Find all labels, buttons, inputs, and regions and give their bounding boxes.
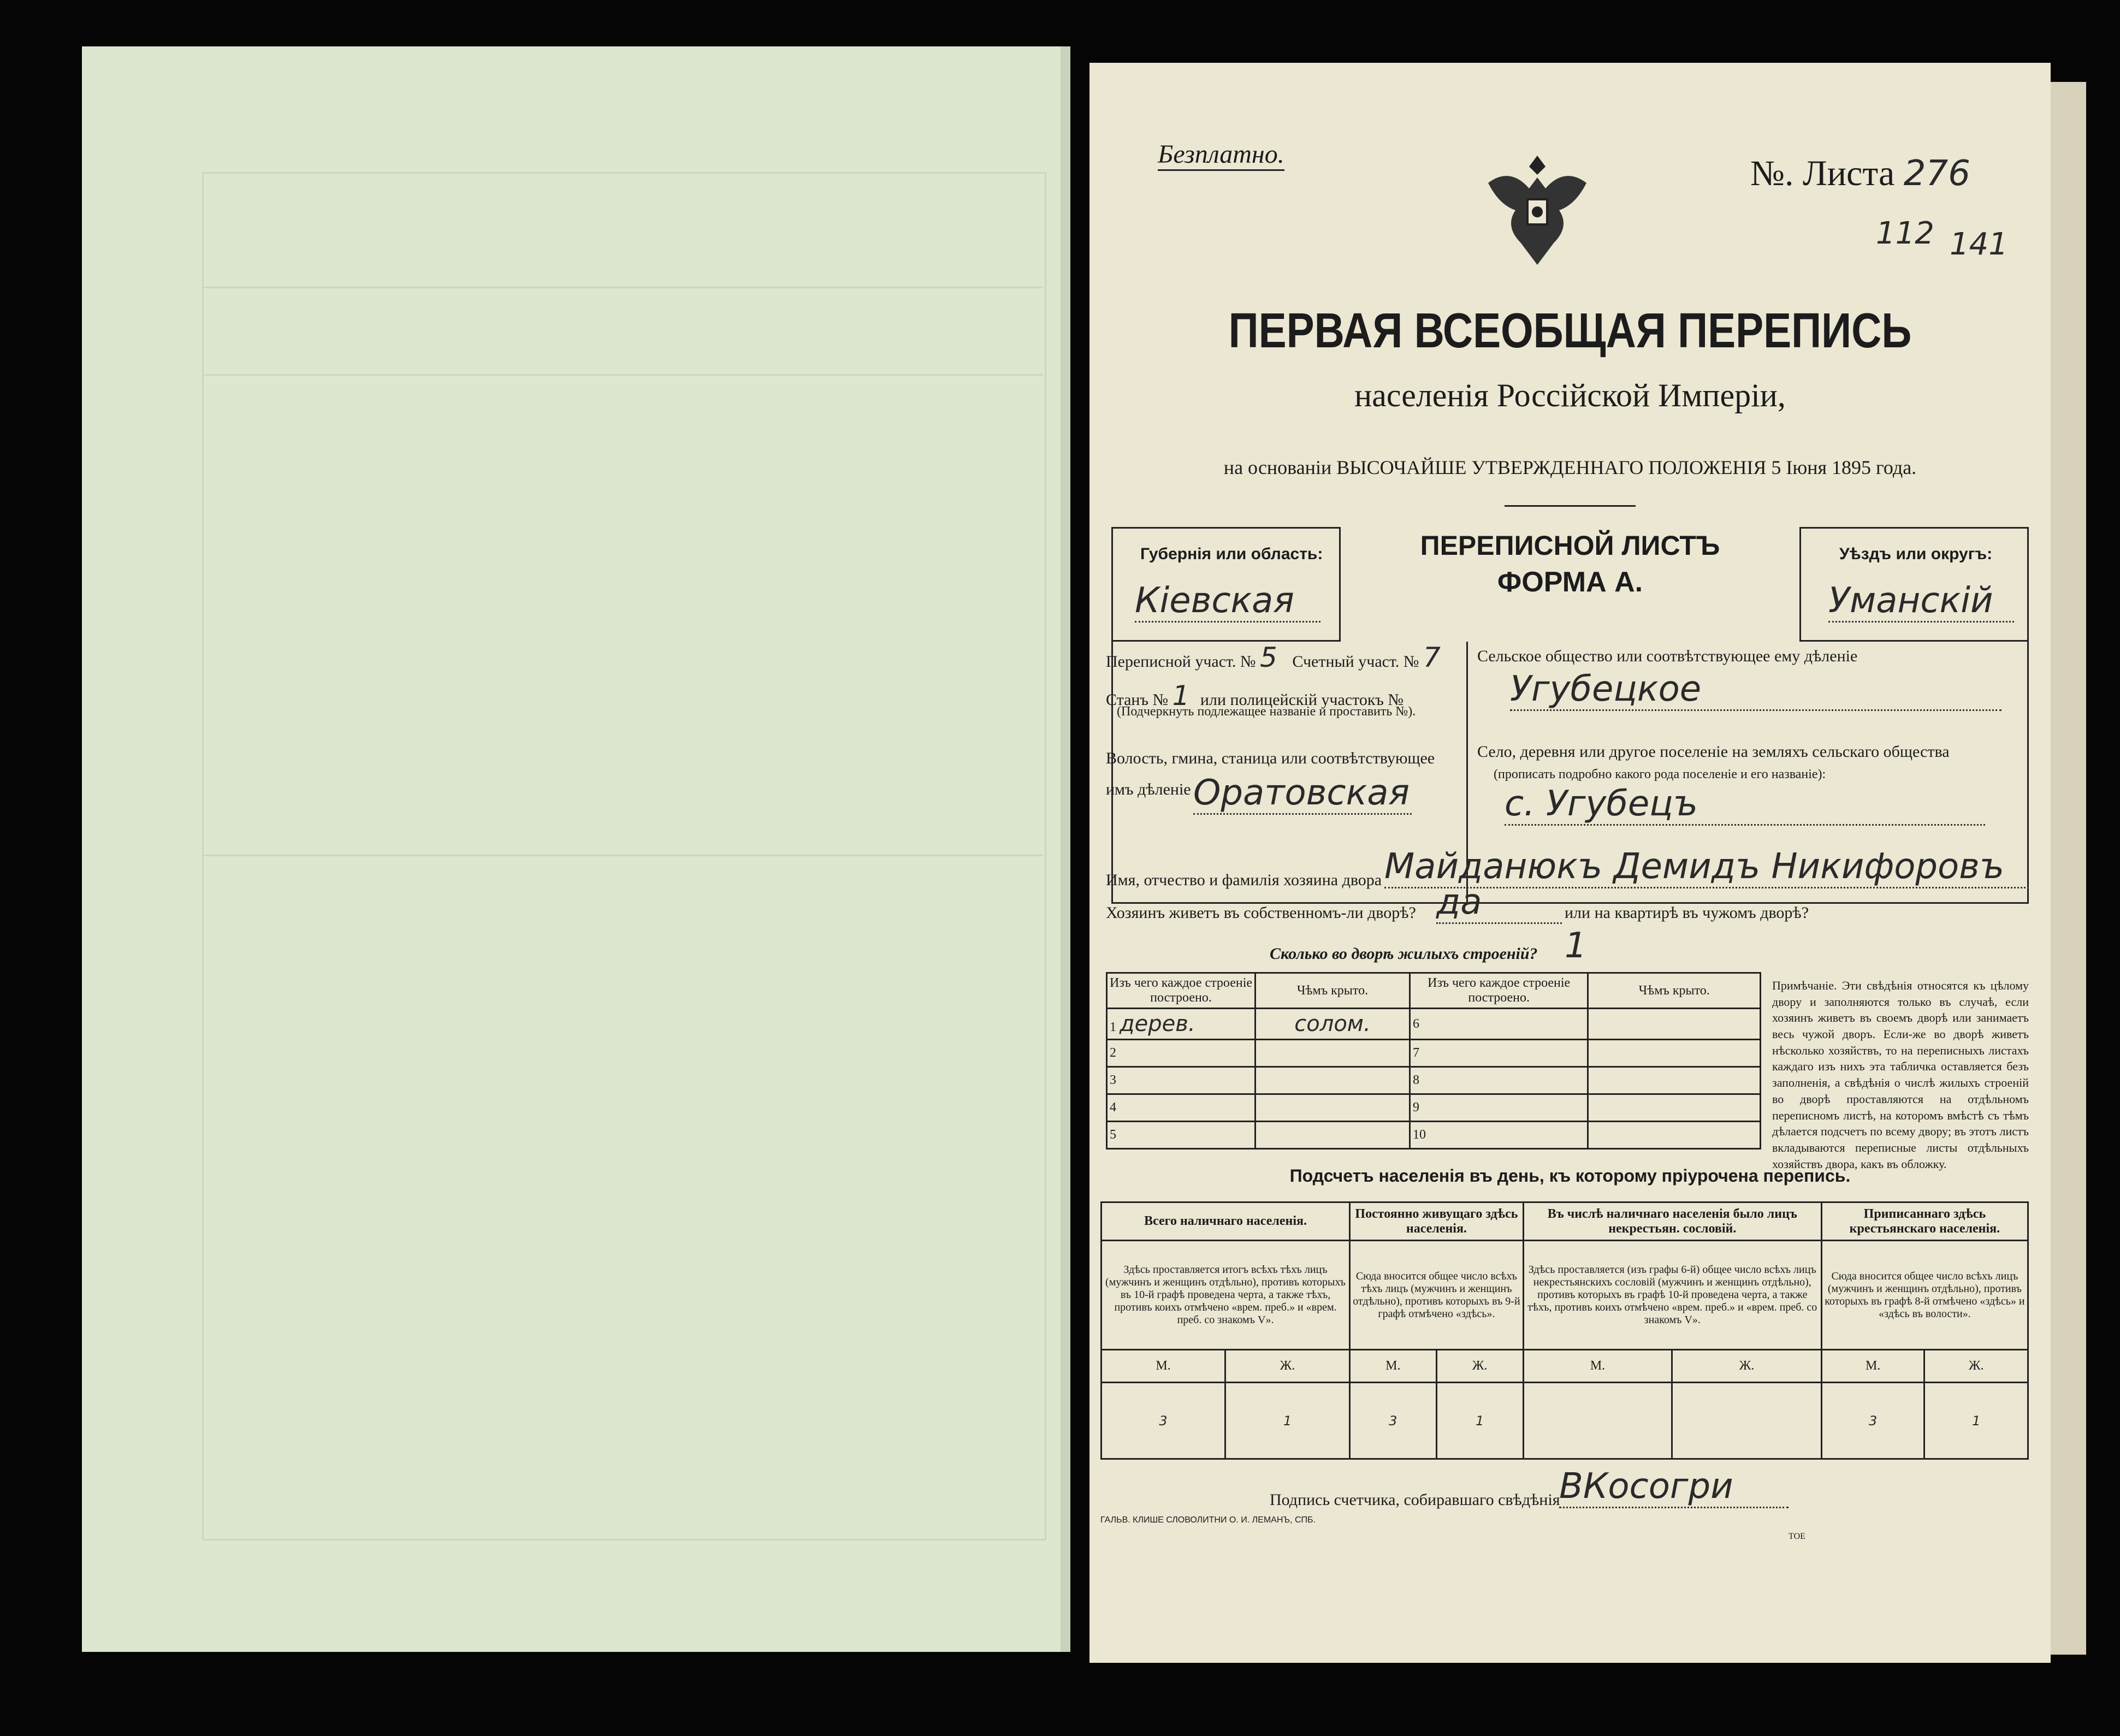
male-label: М. (1523, 1350, 1672, 1383)
district-box (1799, 527, 2029, 642)
village-note: (прописать подробно какого рода поселеніе и его названіе): (1494, 767, 1826, 781)
count-value-male: 3 (1102, 1383, 1225, 1459)
count-value-male: 3 (1821, 1383, 1924, 1459)
ornament-divider (1505, 505, 1636, 507)
sheet-title-block (1341, 530, 1799, 599)
count-col-desc: Здѣсь проставляется итогъ всѣхъ тѣхъ лицъ (мужчинъ и женщинъ отдѣльно), противъ которыхъ въ 10-й графѣ проведена черта, а также тѣхъ, противъ коихъ отмѣчено «врем. преб.» и «врем. преб. со знакомъ V». (1102, 1241, 1350, 1350)
count-area-label: Счетный участ. № (1292, 653, 1419, 671)
village-label: Село, деревня или другое поселеніе на земляхъ сельскаго общества (1477, 743, 1950, 761)
district-label: Уѣздъ или округъ: (1839, 545, 1993, 563)
population-count-table (1100, 1201, 2029, 1460)
rent-label: или на квартирѣ въ чужомъ дворѣ? (1565, 904, 1809, 922)
count-title: Подсчетъ населенія въ день, къ которому пріурочена перепись. (1289, 1166, 1851, 1186)
faded-rule (202, 374, 1043, 376)
female-label: Ж. (1225, 1350, 1349, 1383)
count-col-head: Приписаннаго здѣсь крестьянскаго населенія. (1821, 1202, 2028, 1241)
buildings-table (1106, 972, 1761, 1150)
basis-line: на основаніи ВЫСОЧАЙШЕ УТВЕРЖДЕННАГО ПОЛОЖЕНІЯ 5 Іюня 1895 года. (1223, 457, 1917, 478)
male-label: М. (1350, 1350, 1436, 1383)
sheet-number-mark: 112 (1876, 216, 1934, 251)
sheet-number-label: №. Листа (1750, 153, 1895, 193)
province-label: Губернія или область: (1140, 545, 1323, 563)
count-value-female: 1 (1924, 1383, 2028, 1459)
owner-value: Майданюкъ Демидъ Никифоровъ (1384, 846, 2029, 888)
count-col-head: Въ числѣ наличнаго населенія было лицъ некрестьян. сословій. (1523, 1202, 1821, 1241)
row-number: 5 (1107, 1122, 1256, 1149)
count-value-female (1672, 1383, 1822, 1459)
row-number: 3 (1107, 1067, 1256, 1094)
printer-code: ТОЕ (1789, 1532, 1805, 1541)
volost-label: Волость, гмина, станица или соотвѣтствующее имъ дѣленіе (1106, 749, 1435, 798)
society-value: Угубецкое (1510, 669, 2001, 711)
sheet-number (1750, 153, 1970, 194)
faded-rule (202, 855, 1043, 856)
signature-value: ВКосогри (1559, 1466, 1789, 1508)
buildings-label: Сколько во дворѣ жилыхъ строеній? (1270, 945, 1538, 963)
count-col-head: Всего наличнаго населенія. (1102, 1202, 1350, 1241)
main-title: ПЕРВАЯ ВСЕОБЩАЯ ПЕРЕПИСЬ (1228, 304, 1912, 358)
district-value: Уманскій (1828, 580, 2014, 623)
left-blank-page (82, 46, 1070, 1652)
stan-value: 1 (1172, 680, 1190, 712)
row1-roof: солом. (1256, 1009, 1410, 1040)
census-area-field (1106, 642, 1441, 673)
volost-value: Оратовская (1193, 773, 1412, 815)
census-form-page (1089, 63, 2051, 1663)
row-number: 1 (1110, 1020, 1116, 1034)
col-roof-right: Чѣмъ крыто. (1588, 973, 1761, 1009)
own-yard-label: Хозяинъ живетъ въ собственномъ-ли дворѣ? (1106, 904, 1416, 922)
free-label: Безплатно. (1158, 139, 1284, 171)
sheet-number-corner: 141 (1950, 227, 2008, 262)
count-area-value: 7 (1423, 642, 1441, 673)
imperial-eagle-emblem (1477, 145, 1597, 276)
count-col-head: Постоянно живущаго здѣсь населенія. (1350, 1202, 1524, 1241)
col-material-left: Изъ чего каждое строеніе построено. (1107, 973, 1256, 1009)
police-label: или полицейскій участокъ № (1200, 691, 1404, 709)
underline-note: (Подчеркнуть подлежащее названіе и проставить №). (1117, 704, 1416, 719)
count-col-desc: Сюда вносится общее число всѣхъ тѣхъ лицъ (мужчинъ и женщинъ отдѣльно), противъ которыхъ въ 9-й графѣ отмѣчено «здѣсь». (1350, 1241, 1524, 1350)
province-box (1111, 527, 1341, 642)
note-text: Примѣчаніе. Эти свѣдѣнія относятся къ цѣлому двору и заполняются только въ случаѣ, если хозяинъ живетъ въ своемъ дворѣ или занимаетъ весь чужой дворъ. Если-же во дворѣ живетъ нѣсколько хозяйствъ, то на переписныхъ листахъ каждаго изъ нихъ эта табличка оставляется безъ заполненія, а свѣдѣнія о числѣ жилыхъ строеній во дворѣ проставляются на отдѣльномъ переписномъ листѣ, на которомъ вмѣстѣ съ тѣмъ дѣлается подсчетъ по всему двору; въ этотъ листъ вкладываются переписные листы отдѣльныхъ хозяйствъ двора, какъ въ обложку. (1772, 979, 2029, 1171)
female-label: Ж. (1672, 1350, 1822, 1383)
count-value-female: 1 (1225, 1383, 1349, 1459)
col-material-right: Изъ чего каждое строеніе построено. (1410, 973, 1588, 1009)
village-value: с. Угубецъ (1505, 784, 1985, 826)
census-area-value: 5 (1260, 642, 1277, 673)
count-value-male: 3 (1350, 1383, 1436, 1459)
row-number: 2 (1107, 1040, 1256, 1067)
row-number: 6 (1410, 1009, 1588, 1040)
province-value: Кіевская (1135, 580, 1320, 623)
form-type: ФОРМА А. (1497, 566, 1643, 598)
sheet-title: ПЕРЕПИСНОЙ ЛИСТЪ (1420, 530, 1720, 561)
row-number: 8 (1410, 1067, 1588, 1094)
sheet-number-value: 276 (1903, 153, 1970, 194)
row1-material: дерев. (1120, 1011, 1195, 1036)
page-stack-edge (2048, 82, 2086, 1655)
count-col-desc: Сюда вносится общее число всѣхъ лицъ (мужчинъ и женщинъ отдѣльно), противъ которыхъ въ графѣ 8-й отмѣчено «здѣсь» и «здѣсь въ волости». (1821, 1241, 2028, 1350)
row-number: 9 (1410, 1094, 1588, 1122)
printer-line: ГАЛЬВ. КЛИШЕ СЛОВОЛИТНИ О. И. ЛЕМАНЪ, СПБ. (1100, 1515, 1316, 1525)
female-label: Ж. (1436, 1350, 1523, 1383)
col-roof-left: Чѣмъ крыто. (1256, 973, 1410, 1009)
stan-label: Станъ № (1106, 691, 1169, 709)
society-label: Сельское общество или соотвѣтствующее ему дѣленіе (1477, 647, 1858, 665)
row-number: 4 (1107, 1094, 1256, 1122)
owner-label: Имя, отчество и фамилія хозяина двора (1106, 871, 1382, 889)
male-label: М. (1821, 1350, 1924, 1383)
row-number: 10 (1410, 1122, 1588, 1149)
faded-rule (202, 287, 1043, 288)
signature-label: Подпись счетчика, собиравшаго свѣдѣнія (1270, 1491, 1560, 1509)
faded-grid (202, 172, 1046, 1541)
count-col-desc: Здѣсь проставляется (изъ графы 6-й) общее число всѣхъ лицъ некрестьянскихъ сословій (мужчинъ и женщинъ отдѣльно), противъ которыхъ въ графѣ 10-й проведена черта, а также тѣхъ, противъ коихъ отмѣчено «врем. преб.» и «врем. преб. со знакомъ V». (1523, 1241, 1821, 1350)
male-label: М. (1102, 1350, 1225, 1383)
own-yard-value: да (1436, 882, 1562, 924)
row-number: 7 (1410, 1040, 1588, 1067)
count-value-male (1523, 1383, 1672, 1459)
census-area-label: Переписной участ. № (1106, 653, 1256, 671)
female-label: Ж. (1924, 1350, 2028, 1383)
count-value-female: 1 (1436, 1383, 1523, 1459)
subtitle: населенія Россійской Имперіи, (1354, 377, 1786, 413)
buildings-value: 1 (1565, 926, 1587, 966)
